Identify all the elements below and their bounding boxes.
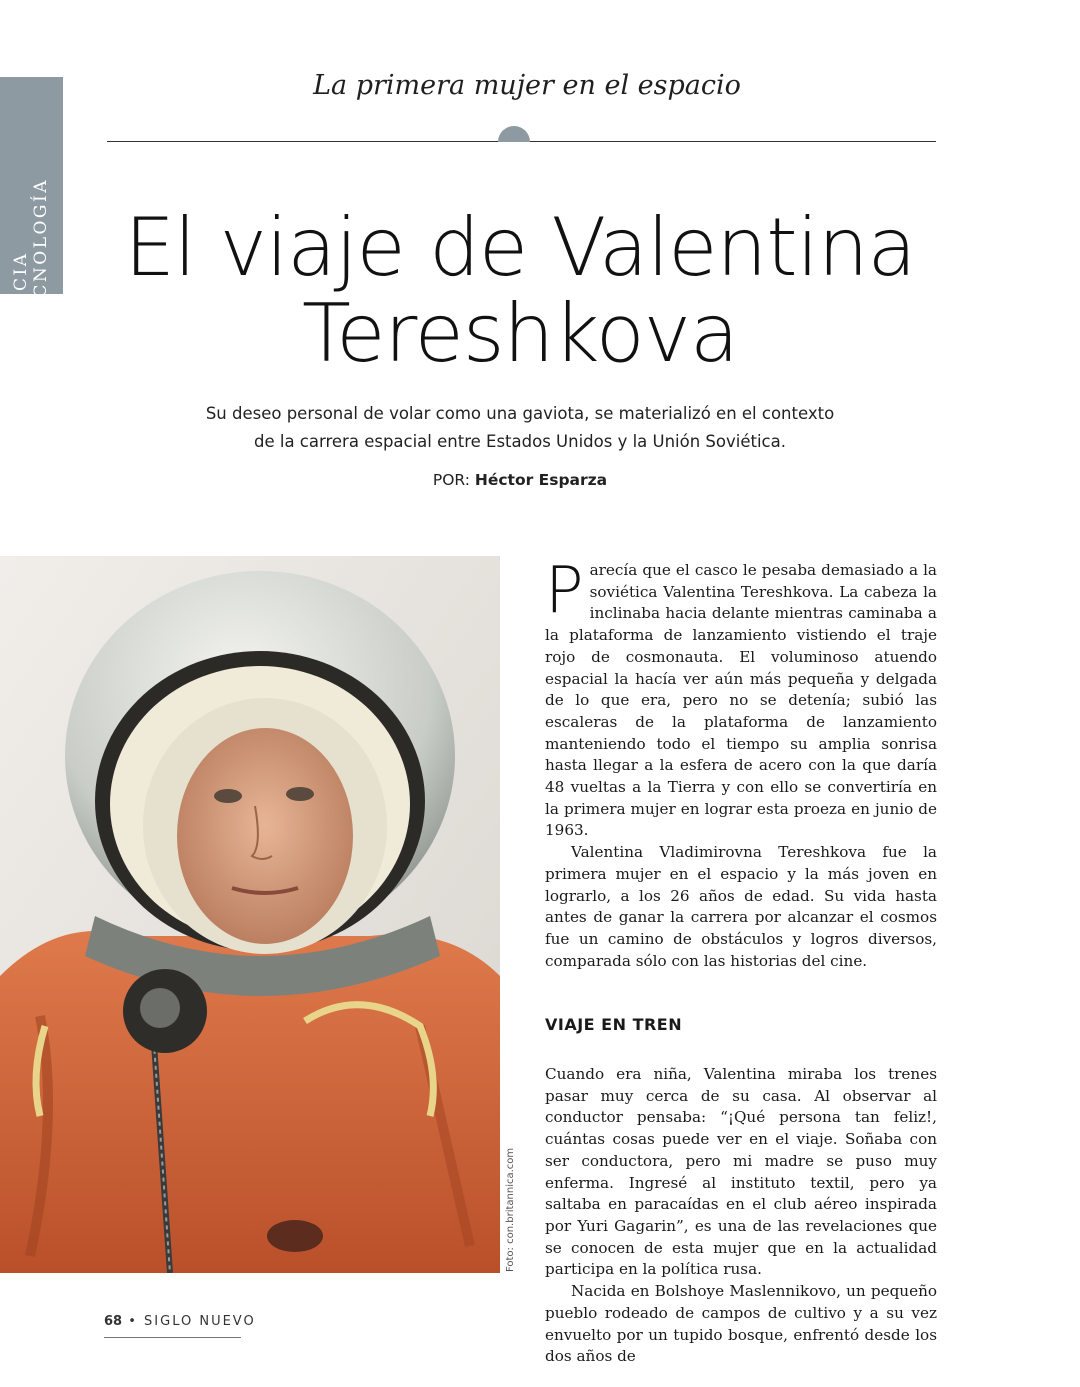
rule-semicircle-ornament	[498, 126, 530, 142]
title-line2: Tereshkova	[301, 287, 738, 380]
footer-separator: •	[128, 1314, 138, 1329]
cosmonaut-photo	[0, 556, 500, 1273]
article-paragraph-1	[545, 554, 937, 842]
kicker: La primera mujer en el espacio	[313, 70, 741, 101]
article-paragraph-2: Valentina Vladimirovna Tereshkova fue la primera mujer en el espacio y la más joven en lograrlo, a los 26 años de edad. Su vida hasta antes de ganar la carrera por alcanzar el cosmos fue un camino de obstáculos y logros diversos, comparada sólo con las historias del cine.	[545, 843, 937, 970]
article-paragraph-3: Cuando era niña, Valentina miraba los trenes pasar muy cerca de su casa. Al observar al conductor pensaba: “¡Qué persona tan feliz!, cuántas cosas puede ver en el viaje. Soñaba con ser conductora, pero mi madre se puso muy enferma. Ingresé al instituto textil, pero ya saltaba en paracaídas en el club aéreo inspirada por Yuri Gagarin”, es una de las revelaciones que se conocen de esta mujer que en la actualidad participa en la política rusa.	[545, 1065, 937, 1279]
section-label-line2: Y TECNOLOGÍA	[31, 178, 51, 348]
byline-prefix: POR:	[432, 471, 470, 489]
byline-author: Héctor Esparza	[474, 471, 608, 489]
drop-cap: P	[545, 554, 584, 628]
paragraph-1-text: arecía que el casco le pesaba demasiado a la soviética Valentina Tereshkova. La cabeza la inclinaba hacia delante mientras caminaba a la plataforma de lanzamiento vistiendo el traje rojo de cosmonauta. El voluminoso atuendo espacial la hacía ver aún más pequeña y delgada de lo que era, pero no se detenía; subió las escaleras de la plataforma de lanzamiento manteniendo todo el tiempo su amplia sonrisa hasta llegar a la esfera de acero con la que daría 48 vueltas a la Tierra y con ello se convertiría en la primera mujer en lograr esta proeza en junio de 1963.	[545, 561, 937, 840]
magazine-name: SIGLO NUEVO	[144, 1314, 256, 1329]
footer-rule	[104, 1337, 241, 1338]
page-title	[0, 201, 1040, 380]
photo-credit: Foto: con.britannica.com	[505, 1147, 516, 1272]
title-line1: El viaje de Valentina	[124, 201, 916, 294]
page-number: 68	[104, 1314, 123, 1329]
section-heading: VIAJE EN TREN	[545, 1015, 683, 1035]
page-footer	[104, 1314, 256, 1329]
deck-subtitle: Su deseo personal de volar como una gaviota, se materializó en el contexto de la carrera espacial entre Estados Unidos y la Unión Soviética.	[205, 404, 835, 451]
article-paragraph-4: Nacida en Bolshoye Maslennikovo, un pequeño pueblo rodeado de campos de cultivo y a su vez envuelto por un tupido bosque, enfrentó desde los dos años de	[545, 1282, 937, 1366]
article-body	[545, 554, 937, 1368]
byline	[0, 471, 1040, 489]
section-label-line1: CIENCIA	[11, 251, 31, 348]
